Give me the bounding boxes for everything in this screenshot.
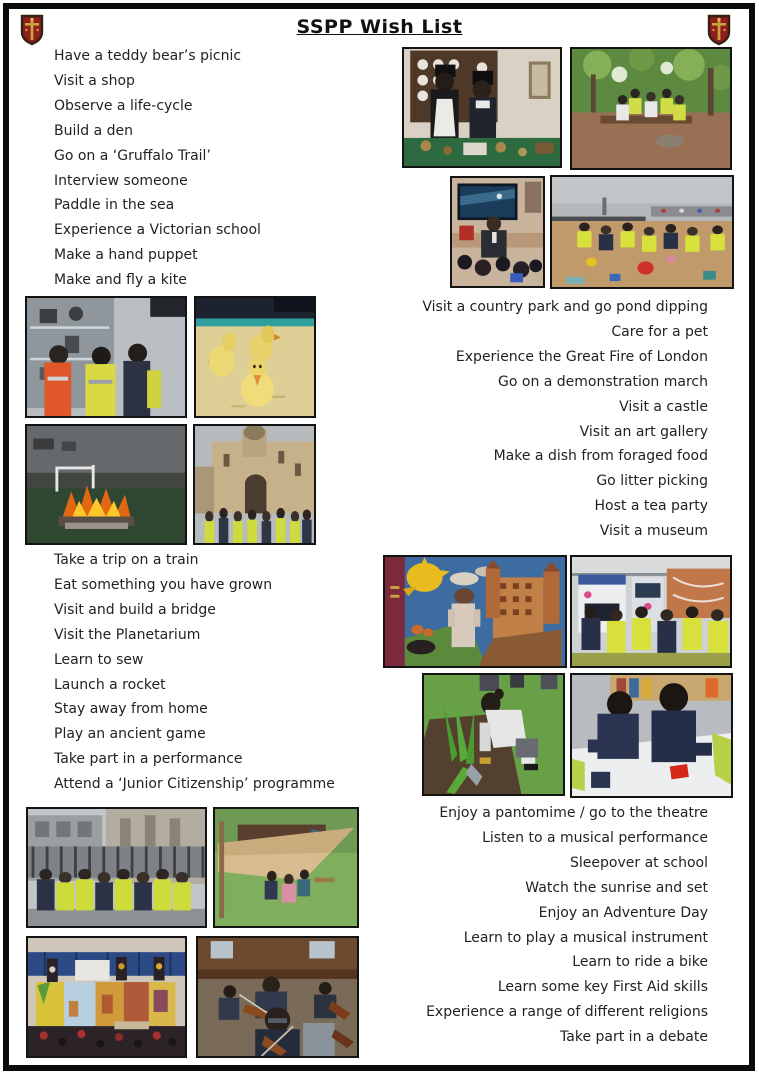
wish-item: Experience a Victorian school bbox=[54, 222, 261, 239]
museum-visit-image bbox=[27, 298, 185, 416]
wish-item: Host a tea party bbox=[594, 498, 708, 515]
wish-item: Make and fly a kite bbox=[54, 272, 187, 289]
wish-item: Visit a shop bbox=[54, 72, 135, 89]
assembly-performance-image bbox=[28, 938, 185, 1056]
wish-item: Have a teddy bear’s picnic bbox=[54, 48, 242, 64]
violin-lesson-image bbox=[198, 938, 357, 1056]
castle-visit-image bbox=[195, 426, 314, 543]
wish-item: Learn to sew bbox=[54, 651, 144, 668]
photo-exhibition-visit bbox=[570, 555, 732, 668]
photo-ducklings bbox=[194, 296, 316, 418]
wish-list-right-top bbox=[388, 295, 708, 544]
photo-theatre-mural bbox=[383, 555, 567, 668]
planting-seedling-image bbox=[424, 675, 563, 794]
wish-item: Go on a demonstration march bbox=[498, 373, 708, 390]
wish-item: Go litter picking bbox=[596, 473, 708, 490]
wish-item: Build a den bbox=[54, 122, 133, 139]
wish-list-left-bottom bbox=[54, 548, 384, 797]
photo-visitor-talk bbox=[450, 176, 545, 288]
wish-list-left-top bbox=[54, 44, 384, 293]
wish-item: Listen to a musical performance bbox=[482, 829, 708, 846]
red-card-activity-image bbox=[572, 675, 731, 796]
exhibition-visit-image bbox=[572, 557, 730, 666]
wish-item: Learn to ride a bike bbox=[572, 954, 708, 971]
wish-item: Enjoy an Adventure Day bbox=[538, 904, 708, 921]
woodland-walk-image bbox=[572, 49, 730, 168]
photo-assembly-performance bbox=[26, 936, 187, 1058]
wish-item: Enjoy a pantomime / go to the theatre bbox=[439, 805, 708, 821]
photo-woodland-walk bbox=[570, 47, 732, 170]
wish-item: Take part in a debate bbox=[560, 1029, 708, 1046]
beach-dig-image bbox=[552, 177, 732, 287]
wish-item: Interview someone bbox=[54, 172, 188, 189]
wish-item: Learn to play a musical instrument bbox=[463, 929, 708, 946]
wish-item: Stay away from home bbox=[54, 701, 208, 718]
wish-item: Care for a pet bbox=[611, 323, 708, 340]
photo-violin-lesson bbox=[196, 936, 359, 1058]
wish-item: Sleepover at school bbox=[570, 854, 708, 871]
photo-victorian-costume bbox=[402, 47, 562, 168]
cathedral-group-image bbox=[28, 809, 205, 926]
wish-item: Take part in a performance bbox=[54, 751, 243, 768]
photo-museum-visit bbox=[25, 296, 187, 418]
wish-item: Visit an art gallery bbox=[579, 423, 708, 440]
visitor-talk-image bbox=[452, 178, 543, 286]
photo-red-card-activity bbox=[570, 673, 733, 798]
wish-item: Launch a rocket bbox=[54, 676, 166, 693]
wish-item: Go on a ‘Gruffalo Trail’ bbox=[54, 147, 211, 164]
wish-item: Watch the sunrise and set bbox=[525, 879, 708, 896]
victorian-costume-image bbox=[404, 49, 560, 166]
wish-item: Visit a country park and go pond dipping bbox=[422, 299, 708, 315]
wish-item: Make a dish from foraged food bbox=[493, 448, 708, 465]
photo-den-shelter bbox=[213, 807, 359, 928]
den-shelter-image bbox=[215, 809, 357, 926]
wish-item: Learn some key First Aid skills bbox=[497, 979, 708, 996]
wish-item: Visit and build a bridge bbox=[54, 601, 216, 618]
page-title: SSPP Wish List bbox=[296, 16, 463, 38]
theatre-mural-image bbox=[385, 557, 565, 666]
photo-castle-visit bbox=[193, 424, 316, 545]
wish-item: Visit a castle bbox=[619, 398, 708, 415]
photo-cathedral-group bbox=[26, 807, 207, 928]
wish-item: Take a trip on a train bbox=[54, 552, 199, 568]
wish-item: Eat something you have grown bbox=[54, 576, 273, 593]
wish-item: Experience the Great Fire of London bbox=[455, 348, 708, 365]
wish-list-right-bottom bbox=[388, 801, 708, 1050]
wish-item: Experience a range of different religions bbox=[426, 1004, 708, 1021]
ducklings-image bbox=[196, 298, 314, 416]
wish-item: Visit the Planetarium bbox=[54, 626, 201, 643]
photo-planting-seedling bbox=[422, 673, 565, 796]
photo-beach-dig bbox=[550, 175, 734, 289]
wish-item: Visit a museum bbox=[599, 523, 708, 540]
photo-great-fire-burn bbox=[25, 424, 187, 545]
wish-item: Observe a life-cycle bbox=[54, 97, 193, 114]
wish-item: Attend a ‘Junior Citizenship’ programme bbox=[54, 776, 335, 793]
wish-item: Paddle in the sea bbox=[54, 197, 175, 214]
wish-item: Play an ancient game bbox=[54, 726, 206, 743]
great-fire-image bbox=[27, 426, 185, 543]
wish-item: Make a hand puppet bbox=[54, 247, 198, 264]
